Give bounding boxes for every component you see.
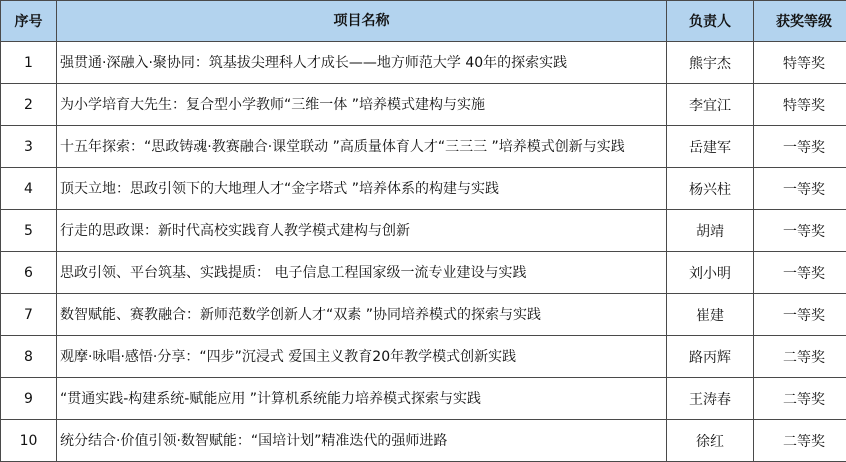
row-award: 一等奖: [754, 168, 846, 210]
header-row: [1, 1, 846, 42]
table-row: [1, 84, 846, 126]
row-award: 一等奖: [754, 210, 846, 252]
table-row: [1, 336, 846, 378]
row-project-name: 思政引领、平台筑基、实践提质： 电子信息工程国家级一流专业建设与实践: [57, 252, 667, 294]
table-row: [1, 378, 846, 420]
row-project-name: 强贯通·深融入·聚协同：筑基拔尖理科人才成长——地方师范大学 40年的探索实践: [57, 42, 667, 84]
row-no: 6: [1, 252, 57, 294]
row-award: 特等奖: [754, 42, 846, 84]
table-row: [1, 126, 846, 168]
row-no: 5: [1, 210, 57, 252]
row-project-name: 十五年探索：“思政铸魂·教赛融合·课堂联动 ”高质量体育人才“三三三 ”培养模式创新与实践: [57, 126, 667, 168]
row-no: 1: [1, 42, 57, 84]
row-no: 3: [1, 126, 57, 168]
row-person: 王涛春: [667, 378, 754, 420]
row-no: 10: [1, 420, 57, 462]
row-person: 崔建: [667, 294, 754, 336]
header-no: 序号: [1, 1, 57, 42]
table-row: [1, 42, 846, 84]
row-no: 4: [1, 168, 57, 210]
row-award: 二等奖: [754, 336, 846, 378]
row-project-name: 顶天立地：思政引领下的大地理人才“金字塔式 ”培养体系的构建与实践: [57, 168, 667, 210]
table-row: [1, 168, 846, 210]
row-award: 一等奖: [754, 126, 846, 168]
row-person: 刘小明: [667, 252, 754, 294]
row-person: 徐红: [667, 420, 754, 462]
table-row: [1, 294, 846, 336]
row-person: 熊宇杰: [667, 42, 754, 84]
header-person: 负责人: [667, 1, 754, 42]
table-row: [1, 252, 846, 294]
row-award: 一等奖: [754, 294, 846, 336]
header-award: 获奖等级: [754, 1, 846, 42]
header-name: 项目名称: [57, 1, 667, 42]
row-person: 路丙辉: [667, 336, 754, 378]
row-award: 二等奖: [754, 420, 846, 462]
row-no: 2: [1, 84, 57, 126]
row-project-name: 为小学培育大先生：复合型小学教师“三维一体 ”培养模式建构与实施: [57, 84, 667, 126]
row-award: 一等奖: [754, 252, 846, 294]
row-award: 二等奖: [754, 378, 846, 420]
row-person: 杨兴柱: [667, 168, 754, 210]
row-project-name: 数智赋能、赛教融合：新师范数学创新人才“双素 ”协同培养模式的探索与实践: [57, 294, 667, 336]
row-person: 岳建军: [667, 126, 754, 168]
row-no: 8: [1, 336, 57, 378]
row-project-name: 统分结合·价值引领·数智赋能：“国培计划”精准迭代的强师进路: [57, 420, 667, 462]
row-no: 7: [1, 294, 57, 336]
row-no: 9: [1, 378, 57, 420]
row-project-name: 行走的思政课：新时代高校实践育人教学模式建构与创新: [57, 210, 667, 252]
table-row: [1, 210, 846, 252]
row-award: 特等奖: [754, 84, 846, 126]
row-person: 胡靖: [667, 210, 754, 252]
row-person: 李宜江: [667, 84, 754, 126]
row-project-name: 观摩·咏唱·感悟·分享：“四步”沉浸式 爱国主义教育20年教学模式创新实践: [57, 336, 667, 378]
row-project-name: “贯通实践-构建系统-赋能应用 ”计算机系统能力培养模式探索与实践: [57, 378, 667, 420]
